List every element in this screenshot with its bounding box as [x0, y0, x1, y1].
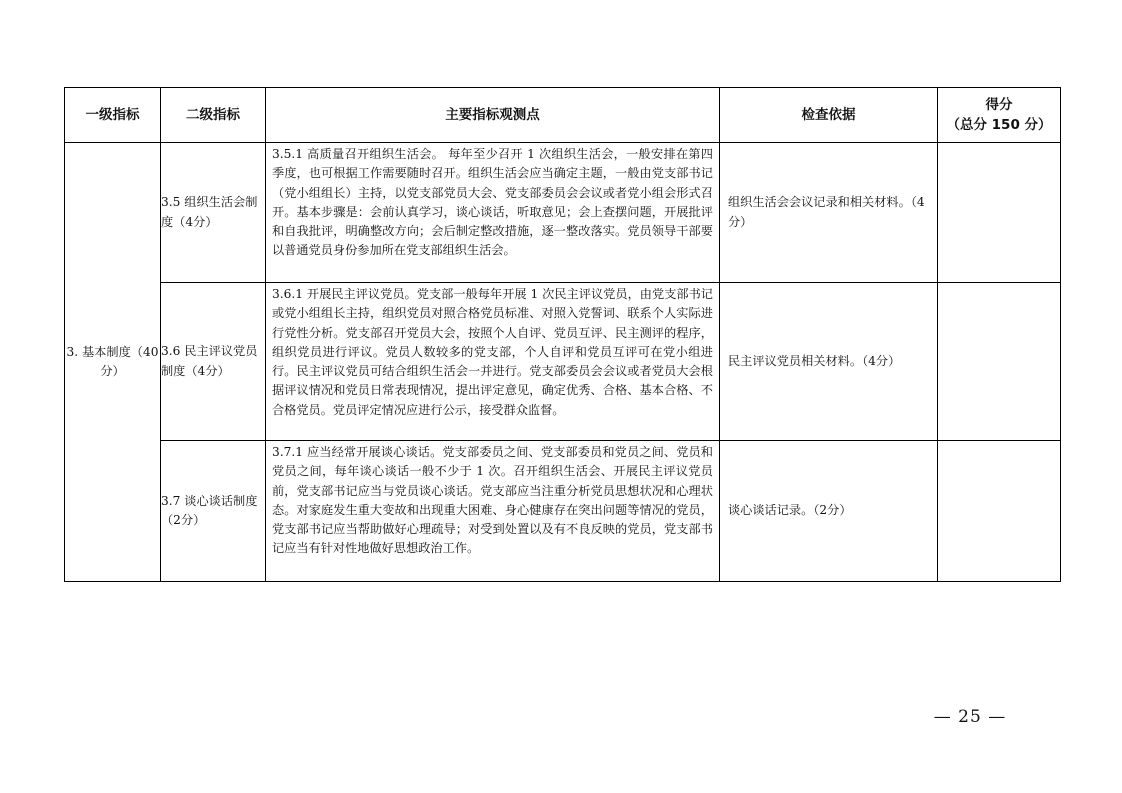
header-level1: 一级指标	[65, 88, 161, 143]
score-cell[interactable]	[938, 143, 1061, 283]
header-score-total: （总分 150 分）	[946, 117, 1052, 133]
header-score-title: 得分	[985, 97, 1013, 113]
observation-cell: 3.7.1 应当经常开展谈心谈话。党支部委员之间、党支部委员和党员之间、党员和党员之间，每年谈心谈话一般不少于 1 次。召开组织生活会、开展民主评议党员前，党支部书记应当与党员谈心谈话。党支部应当注重分析党员思想状况和心理状态。对家庭发生重大变故和出现重大困难、身心健康存在突出问题等情况的党员，党支部书记应当帮助做好心理疏导；对受到处置以及有不良反映的党员，党支部书记应当有针对性地做好思想政治工作。	[266, 441, 720, 582]
level2-cell: 3.7 谈心谈话制度（2分）	[161, 441, 266, 582]
observation-cell: 3.5.1 高质量召开组织生活会。 每年至少召开 1 次组织生活会，一般安排在第四季度，也可根据工作需要随时召开。组织生活会应当确定主题，一般由党支部书记（党小组组长）主持，以党支部党员大会、党支部委员会会议或者党小组会形式召开。基本步骤是：会前认真学习，谈心谈话，听取意见；会上查摆问题，开展批评和自我批评，明确整改方向；会后制定整改措施，逐一整改落实。党员领导干部要以普通党员身份参加所在党支部组织生活会。	[266, 143, 720, 283]
header-level2: 二级指标	[161, 88, 266, 143]
table-row	[65, 143, 1061, 283]
level1-cell: 3. 基本制度（40分）	[65, 143, 161, 582]
basis-cell: 组织生活会会议记录和相关材料。（4分）	[720, 143, 938, 283]
evaluation-table	[64, 87, 1061, 582]
level2-cell: 3.6 民主评议党员制度（4分）	[161, 283, 266, 441]
observation-cell: 3.6.1 开展民主评议党员。党支部一般每年开展 1 次民主评议党员，由党支部书记或党小组组长主持，组织党员对照合格党员标准、对照入党誓词、联系个人实际进行党性分析。党支部召开党员大会，按照个人自评、党员互评、民主测评的程序，组织党员进行评议。党员人数较多的党支部，个人自评和党员互评可在党小组进行。民主评议党员可结合组织生活会一并进行。党支部委员会会议或者党员大会根据评议情况和党员日常表现情况，提出评定意见，确定优秀、合格、基本合格、不合格党员。党员评定情况应进行公示，接受群众监督。	[266, 283, 720, 441]
table-row	[65, 441, 1061, 582]
table-row	[65, 283, 1061, 441]
header-basis: 检查依据	[720, 88, 938, 143]
basis-cell: 民主评议党员相关材料。（4分）	[720, 283, 938, 441]
table-header-row	[65, 88, 1061, 143]
header-observation: 主要指标观测点	[266, 88, 720, 143]
score-cell[interactable]	[938, 441, 1061, 582]
header-score	[938, 88, 1061, 143]
basis-cell: 谈心谈话记录。（2分）	[720, 441, 938, 582]
page-number: — 25 —	[933, 707, 1007, 727]
score-cell[interactable]	[938, 283, 1061, 441]
level2-cell: 3.5 组织生活会制度（4分）	[161, 143, 266, 283]
